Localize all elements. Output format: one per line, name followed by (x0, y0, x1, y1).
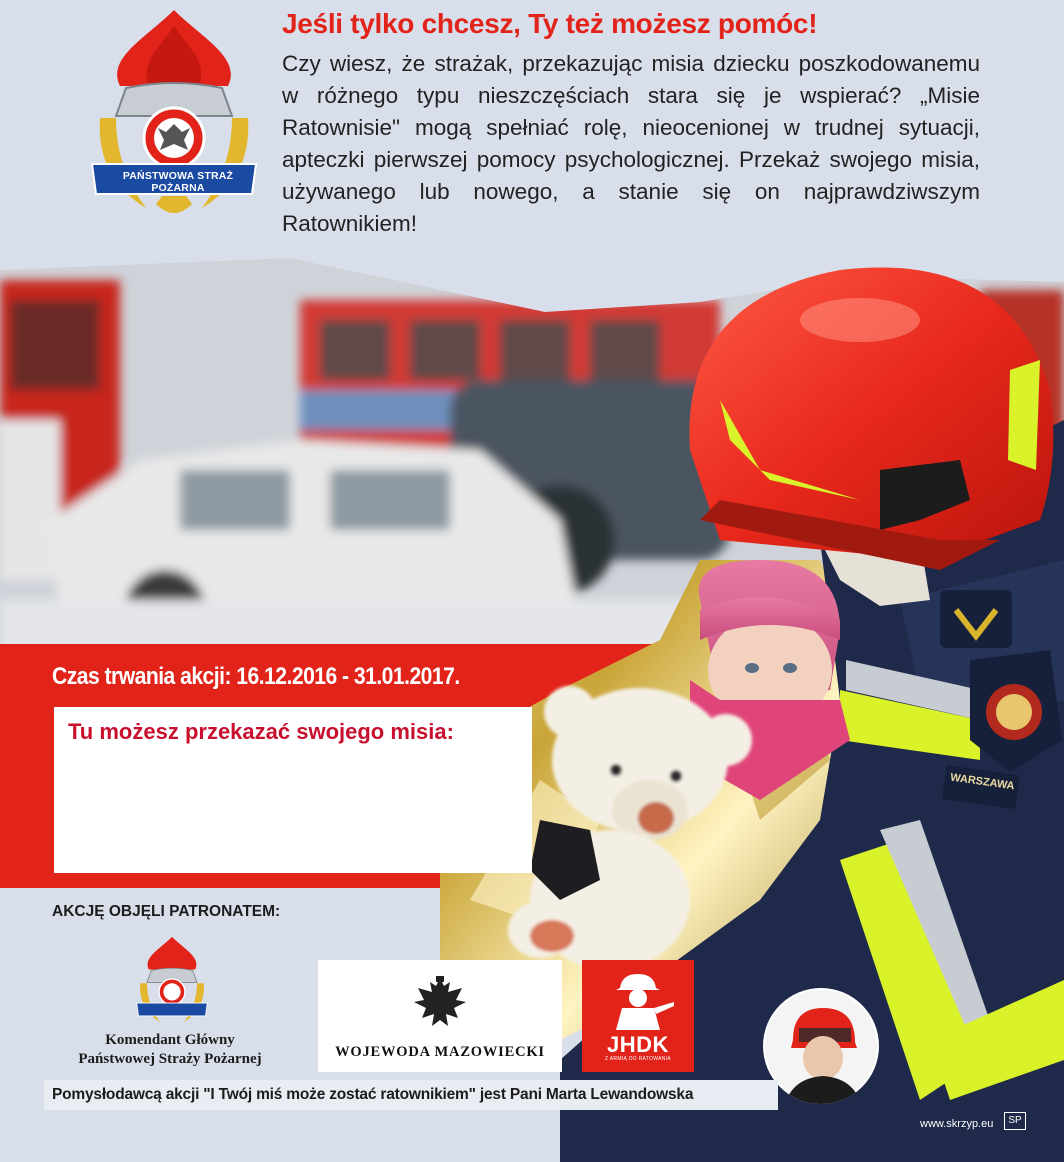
author-text: Pomysłodawcą akcji "I Twój miś może zostać ratownikiem" jest Pani Marta Lewandowska (52, 1086, 694, 1103)
patronage-title: AKCJĘ OBJĘLI PATRONATEM: (52, 903, 281, 920)
jhdk-logo (582, 960, 694, 1072)
campaign-dates: Czas trwania akcji: 16.12.2016 - 31.01.2017. (52, 663, 460, 690)
sp-logo-icon: SP (1004, 1112, 1026, 1130)
credit-link[interactable]: www.skrzyp.eu (920, 1118, 994, 1130)
dropoff-box (54, 707, 532, 873)
avatar (763, 988, 879, 1104)
author-strip (44, 1080, 778, 1110)
polish-eagle-icon (410, 974, 470, 1034)
sleeve-badge-label: WARSZAWA (949, 771, 1016, 793)
firefighter-logo-icon (600, 968, 676, 1032)
fire-brigade-emblem-small-icon (132, 936, 212, 1028)
kg-title-line1: Komendant Główny (105, 1032, 235, 1048)
headline: Jeśli tylko chcesz, Ty też możesz pomóc! (282, 8, 818, 39)
jhdk-subtitle: Z ARMIĄ DO RATOWANIA (605, 1056, 671, 1062)
emblem-text: PAŃSTWOWA STRAŻ POŻARNA (122, 170, 234, 194)
kg-title-line2: Państwowej Straży Pożarnej (78, 1051, 262, 1067)
wojewoda-logo (318, 960, 562, 1072)
wojewoda-label: WOJEWODA MAZOWIECKI (335, 1044, 545, 1060)
jhdk-label: JHDK (607, 1032, 669, 1057)
intro-text: Czy wiesz, że strażak, przekazując misia dziecku poszkodowanemu w różnego typu nieszczęściach stara się je wspierać? „Misie Ratownisie" mogą spełniać rolę, nieocenionej w trudnej sytuacji, apteczki pierwszej pomocy psychologicznej. Przekaż swojego misia, używanego lub nowego, a stanie się on najprawdziwszym Ratownikiem! (282, 51, 980, 236)
dropoff-title: Tu możesz przekazać swojego misia: (68, 719, 454, 744)
